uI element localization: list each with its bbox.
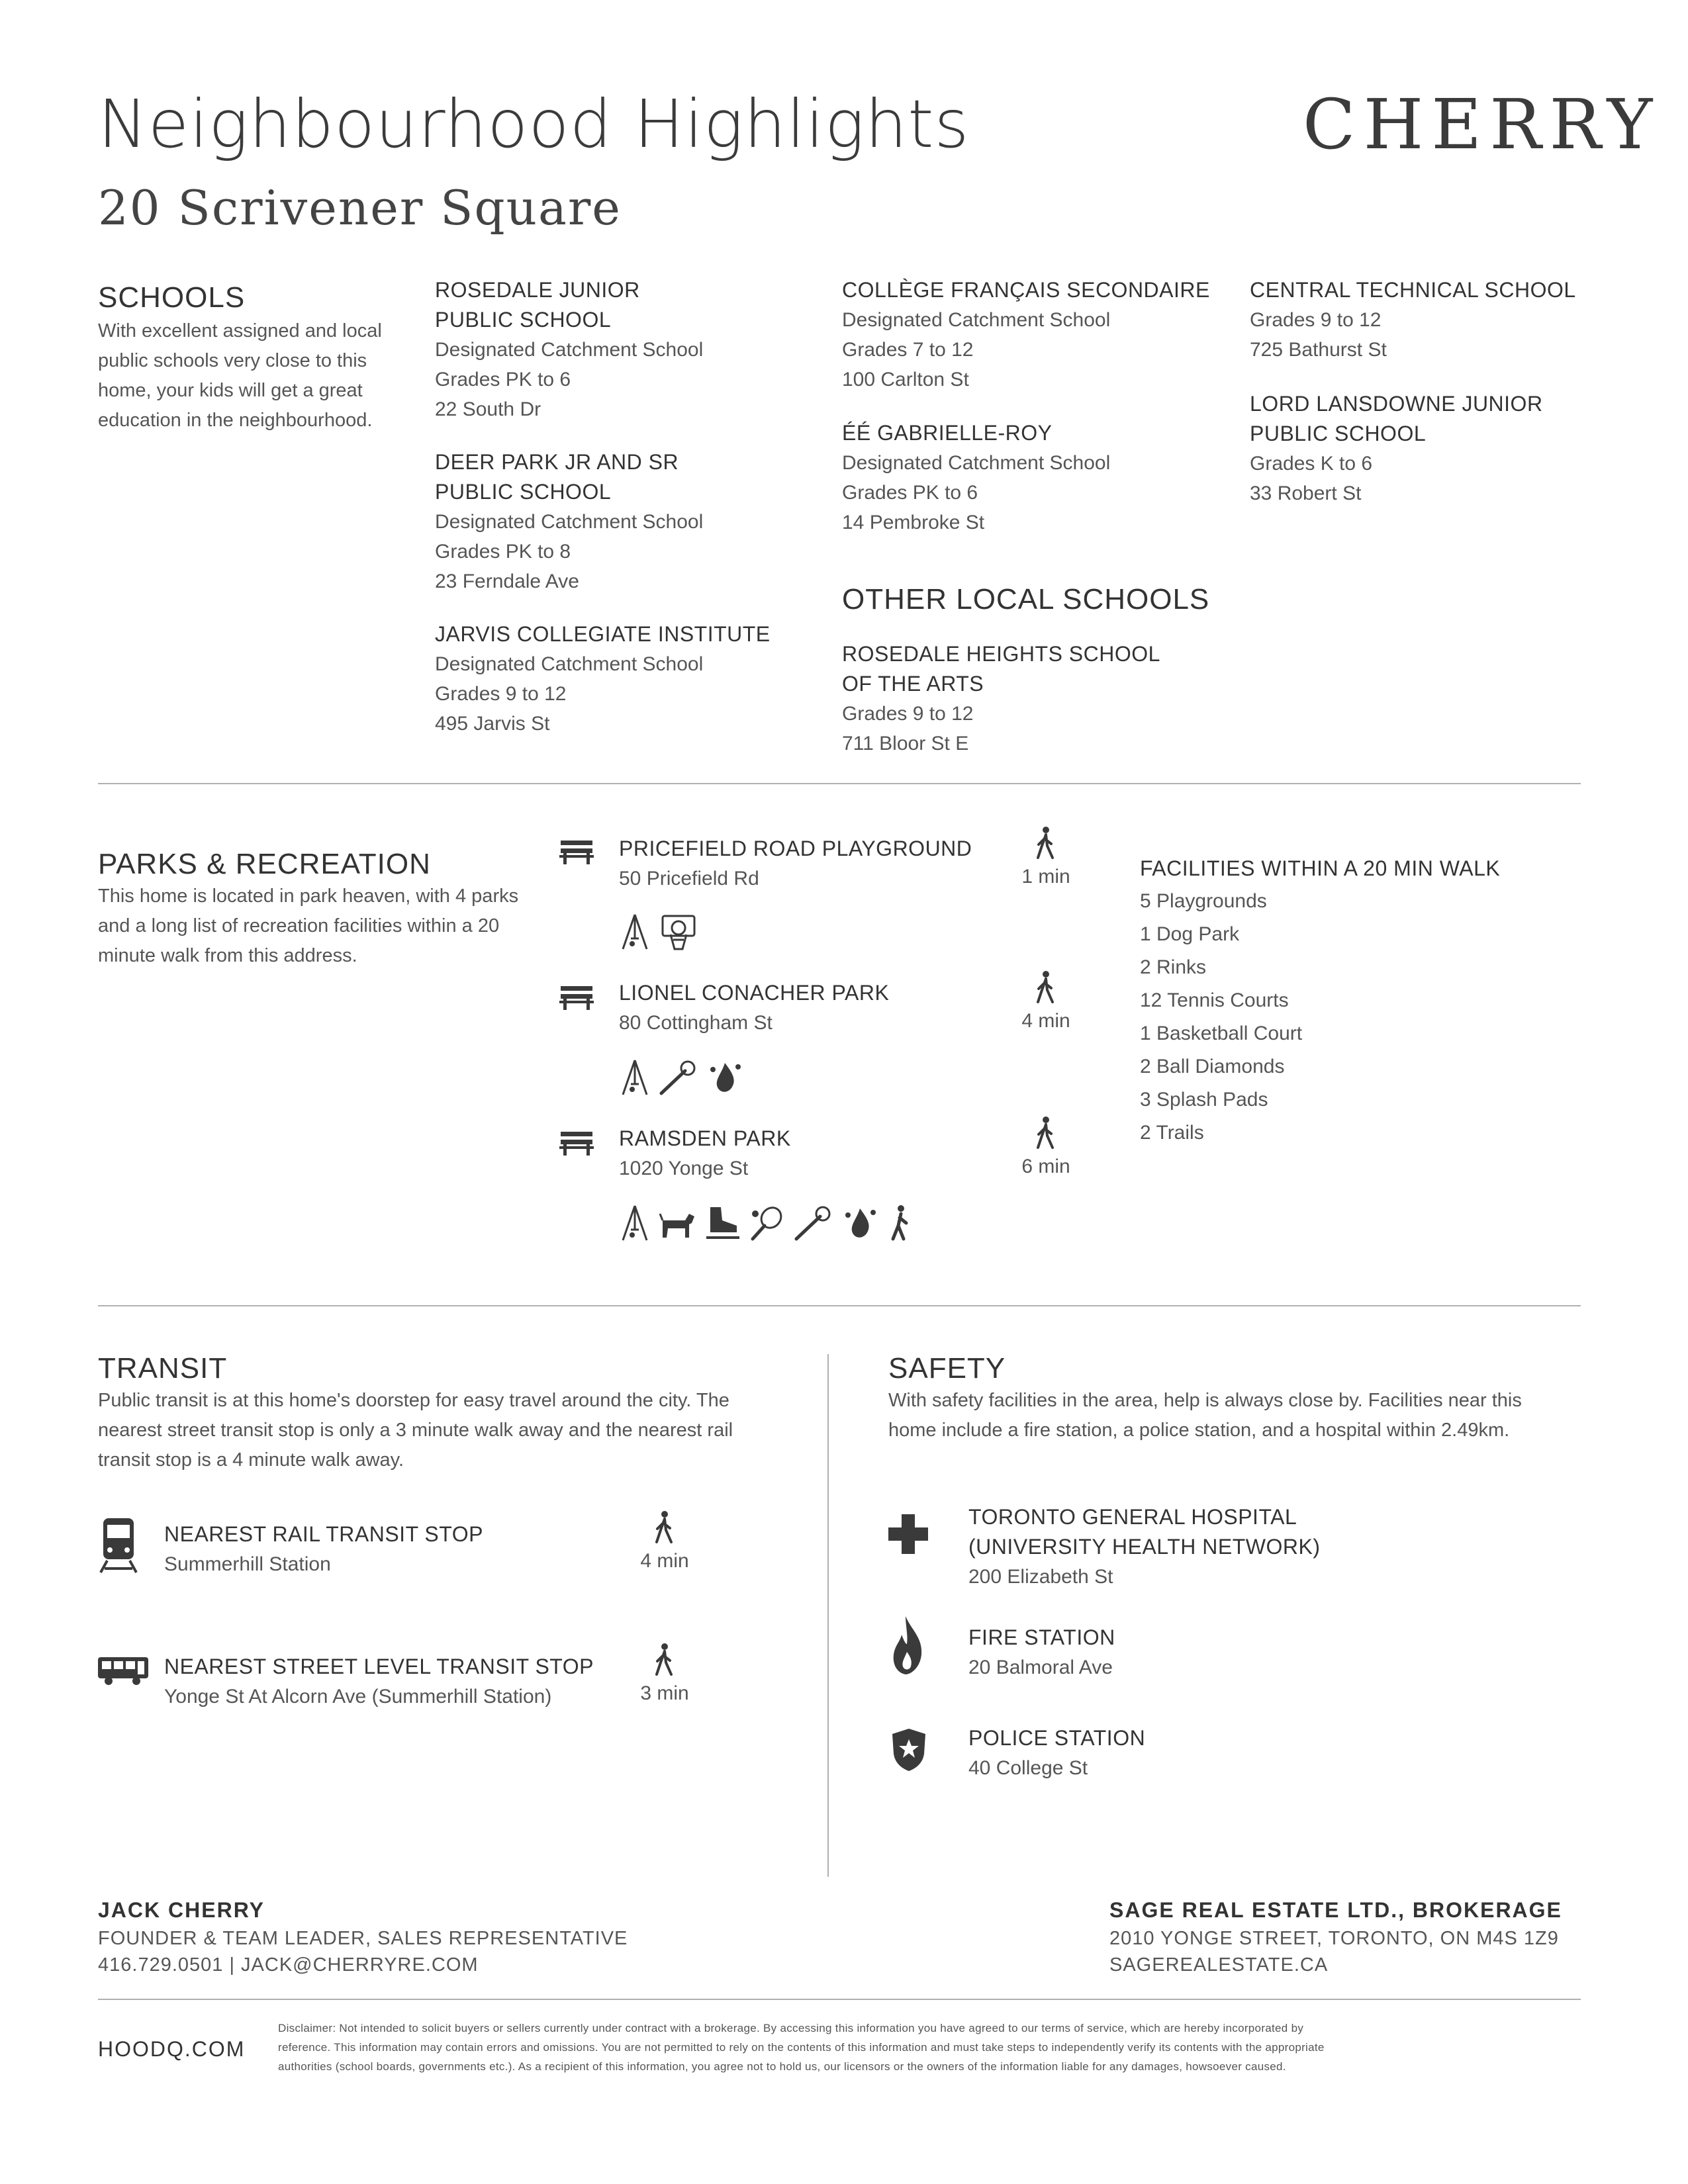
school-detail: Grades 9 to 12	[1250, 309, 1382, 331]
transit-heading: TRANSIT	[98, 1352, 228, 1385]
dog-park-icon	[659, 1205, 696, 1242]
park-bench-icon	[559, 985, 594, 1011]
intro-line: nearest street transit stop is only a 3 minute walk away and the nearest rail	[98, 1420, 733, 1441]
brand-logo: CHERRY	[1303, 84, 1661, 165]
safety-address: 20 Balmoral Ave	[968, 1657, 1113, 1678]
school-detail: Grades 9 to 12	[435, 683, 567, 705]
walk-time	[1006, 1116, 1086, 1180]
intro-line: Public transit is at this home's doorstep for easy travel around the city. The	[98, 1390, 729, 1411]
section-divider	[98, 783, 1581, 784]
school-name: PUBLIC SCHOOL	[435, 480, 612, 504]
playground-icon	[619, 913, 651, 950]
transit-entry	[164, 1520, 483, 1579]
intro-line: With safety facilities in the area, help is always close by. Facilities near this	[888, 1390, 1522, 1411]
amenity-icons	[619, 1059, 743, 1096]
ball-diamond-icon	[659, 1059, 698, 1096]
safety-heading: SAFETY	[888, 1352, 1006, 1385]
walk-minutes: 4 min	[1021, 1010, 1070, 1032]
agent-contact: 416.729.0501 | JACK@CHERRYRE.COM	[98, 1954, 479, 1976]
school-name: PUBLIC SCHOOL	[1250, 422, 1427, 445]
safety-name: (UNIVERSITY HEALTH NETWORK)	[968, 1535, 1321, 1559]
park-entry	[619, 1124, 791, 1183]
park-name: LIONEL CONACHER PARK	[619, 981, 890, 1005]
safety-name: POLICE STATION	[968, 1726, 1146, 1750]
park-name: PRICEFIELD ROAD PLAYGROUND	[619, 837, 972, 860]
school-name: ROSEDALE HEIGHTS SCHOOL	[842, 642, 1160, 666]
school-detail: Designated Catchment School	[842, 309, 1111, 331]
walk-icon	[651, 1510, 678, 1545]
park-name: RAMSDEN PARK	[619, 1126, 791, 1150]
school-detail: 14 Pembroke St	[842, 512, 985, 533]
facility-item: 1 Basketball Court	[1140, 1023, 1303, 1044]
brokerage-name: SAGE REAL ESTATE LTD., BROKERAGE	[1109, 1898, 1562, 1922]
school-name: LORD LANSDOWNE JUNIOR	[1250, 392, 1543, 416]
disclaimer-line: reference. This information may contain errors and omissions. You are not permitted to rely on the contents of this information and must take steps to independently verify its contents with the appropriate	[278, 2041, 1325, 2054]
intro-line: public schools very close to this	[98, 350, 367, 371]
facility-item: 3 Splash Pads	[1140, 1089, 1268, 1111]
brokerage-address: 2010 YONGE STREET, TORONTO, ON M4S 1Z9	[1109, 1928, 1559, 1949]
facilities-heading: FACILITIES WITHIN A 20 MIN WALK	[1140, 856, 1501, 880]
school-entry	[1250, 275, 1620, 365]
school-detail: 725 Bathurst St	[1250, 339, 1387, 361]
page-title: Neighbourhood Highlights	[98, 85, 970, 163]
walk-time	[625, 1643, 704, 1707]
school-entry	[1250, 389, 1620, 508]
agent-title: FOUNDER & TEAM LEADER, SALES REPRESENTATIVE	[98, 1928, 628, 1949]
other-schools-heading: OTHER LOCAL SCHOOLS	[842, 583, 1210, 615]
school-name: ÉÉ GABRIELLE-ROY	[842, 421, 1053, 445]
brokerage-info	[1109, 1898, 1562, 1978]
agent-name: JACK CHERRY	[98, 1898, 265, 1922]
school-name: PUBLIC SCHOOL	[435, 308, 612, 332]
school-detail: Designated Catchment School	[842, 452, 1111, 474]
playground-icon	[619, 1059, 651, 1096]
disclaimer-line: authorities (school boards, governments etc.). As a recipient of this information, you agree not to hold us, our licensors or the owners of the information liable for any damages, howsoever caused.	[278, 2060, 1286, 2073]
school-name: COLLÈGE FRANÇAIS SECONDAIRE	[842, 278, 1210, 302]
school-name: DEER PARK JR AND SR	[435, 450, 679, 474]
school-entry	[435, 275, 806, 424]
schools-intro	[98, 316, 409, 435]
splash-pad-icon	[841, 1205, 878, 1242]
facility-item: 5 Playgrounds	[1140, 890, 1267, 912]
splash-pad-icon	[706, 1059, 743, 1096]
schools-heading: SCHOOLS	[98, 281, 246, 314]
train-icon	[99, 1516, 138, 1574]
facility-item: 12 Tennis Courts	[1140, 989, 1289, 1011]
school-detail: 22 South Dr	[435, 398, 541, 420]
police-badge-icon	[891, 1727, 927, 1772]
safety-name: TORONTO GENERAL HOSPITAL	[968, 1505, 1297, 1529]
disclaimer	[278, 2019, 1589, 2076]
school-detail: 23 Ferndale Ave	[435, 570, 579, 592]
transit-intro	[98, 1386, 826, 1475]
walk-icon	[1033, 1116, 1059, 1150]
park-address: 1020 Yonge St	[619, 1158, 749, 1179]
facility-item: 2 Rinks	[1140, 956, 1207, 978]
school-detail: Designated Catchment School	[435, 339, 704, 361]
safety-address: 200 Elizabeth St	[968, 1566, 1113, 1588]
intro-line: With excellent assigned and local	[98, 320, 382, 341]
safety-entry	[968, 1502, 1320, 1592]
school-detail: Designated Catchment School	[435, 511, 704, 533]
rink-icon	[704, 1205, 741, 1242]
school-detail: 33 Robert St	[1250, 482, 1362, 504]
flame-icon	[891, 1615, 924, 1676]
school-detail: Grades K to 6	[1250, 453, 1373, 475]
site-link[interactable]: HOODQ.COM	[98, 2037, 246, 2061]
parks-heading: PARKS & RECREATION	[98, 848, 431, 880]
column-divider	[827, 1354, 829, 1877]
facilities-list	[1140, 854, 1500, 1150]
school-name: ROSEDALE JUNIOR	[435, 278, 640, 302]
intro-line: transit stop is a 4 minute walk away.	[98, 1449, 404, 1471]
transit-entry	[164, 1652, 594, 1711]
walk-time	[1006, 826, 1086, 890]
school-entry	[842, 275, 1226, 394]
intro-line: minute walk from this address.	[98, 945, 357, 966]
park-address: 50 Pricefield Rd	[619, 868, 759, 889]
intro-line: education in the neighbourhood.	[98, 410, 373, 431]
park-bench-icon	[559, 839, 594, 866]
bus-icon	[97, 1655, 150, 1686]
safety-entry	[968, 1623, 1115, 1682]
school-detail: 495 Jarvis St	[435, 713, 550, 735]
park-address: 80 Cottingham St	[619, 1012, 773, 1034]
park-entry	[619, 834, 972, 893]
disclaimer-line: Disclaimer: Not intended to solicit buyers or sellers currently under contract with a brokerage. By accessing this information you have agreed to our terms of service, which are hereby incorporated by	[278, 2022, 1304, 2034]
school-name: CENTRAL TECHNICAL SCHOOL	[1250, 278, 1576, 302]
trail-icon	[886, 1205, 913, 1242]
walk-icon	[1033, 826, 1059, 860]
walk-icon	[651, 1643, 678, 1677]
walk-minutes: 4 min	[640, 1550, 689, 1572]
school-name: OF THE ARTS	[842, 672, 984, 696]
intro-line: and a long list of recreation facilities within a 20	[98, 915, 500, 936]
school-detail: Grades 7 to 12	[842, 339, 974, 361]
park-entry	[619, 978, 889, 1038]
school-detail: Grades 9 to 12	[842, 703, 974, 725]
walk-minutes: 6 min	[1021, 1156, 1070, 1177]
brokerage-site[interactable]: SAGEREALESTATE.CA	[1109, 1954, 1329, 1976]
school-name: JARVIS COLLEGIATE INSTITUTE	[435, 622, 771, 646]
school-entry	[435, 619, 806, 739]
safety-intro	[888, 1386, 1590, 1445]
school-detail: Grades PK to 8	[435, 541, 571, 563]
school-detail: Designated Catchment School	[435, 653, 704, 675]
transit-value: Summerhill Station	[164, 1553, 331, 1575]
walk-icon	[1033, 970, 1059, 1005]
intro-line: This home is located in park heaven, with 4 parks	[98, 886, 519, 907]
school-entry	[842, 639, 1226, 758]
park-bench-icon	[559, 1130, 594, 1157]
intro-line: home include a fire station, a police station, and a hospital within 2.49km.	[888, 1420, 1510, 1441]
school-detail: Grades PK to 6	[842, 482, 978, 504]
transit-value: Yonge St At Alcorn Ave (Summerhill Station)	[164, 1686, 552, 1707]
intro-line: home, your kids will get a great	[98, 380, 363, 401]
facility-item: 2 Ball Diamonds	[1140, 1056, 1285, 1077]
school-entry	[842, 418, 1226, 537]
hospital-cross-icon	[888, 1514, 928, 1554]
walk-minutes: 3 min	[640, 1682, 689, 1704]
section-divider	[98, 1305, 1581, 1306]
safety-entry	[968, 1723, 1145, 1783]
school-detail: Grades PK to 6	[435, 369, 571, 390]
amenity-icons	[619, 1205, 913, 1242]
facility-item: 1 Dog Park	[1140, 923, 1240, 945]
school-entry	[435, 447, 806, 596]
facility-item: 2 Trails	[1140, 1122, 1204, 1144]
walk-time	[1006, 970, 1086, 1034]
safety-name: FIRE STATION	[968, 1625, 1115, 1649]
page-subtitle: 20 Scrivener Square	[98, 180, 622, 236]
transit-label: NEAREST RAIL TRANSIT STOP	[164, 1522, 483, 1546]
amenity-icons	[619, 913, 698, 950]
tennis-icon	[749, 1205, 786, 1242]
walk-time	[625, 1510, 704, 1574]
basketball-icon	[659, 913, 698, 950]
walk-minutes: 1 min	[1021, 866, 1070, 887]
ball-diamond-icon	[794, 1205, 833, 1242]
playground-icon	[619, 1205, 651, 1242]
safety-address: 40 College St	[968, 1757, 1088, 1779]
school-detail: 100 Carlton St	[842, 369, 969, 390]
transit-label: NEAREST STREET LEVEL TRANSIT STOP	[164, 1655, 594, 1678]
school-detail: 711 Bloor St E	[842, 733, 969, 754]
agent-info	[98, 1898, 628, 1978]
footer-divider	[98, 1999, 1581, 2000]
parks-intro	[98, 882, 548, 971]
